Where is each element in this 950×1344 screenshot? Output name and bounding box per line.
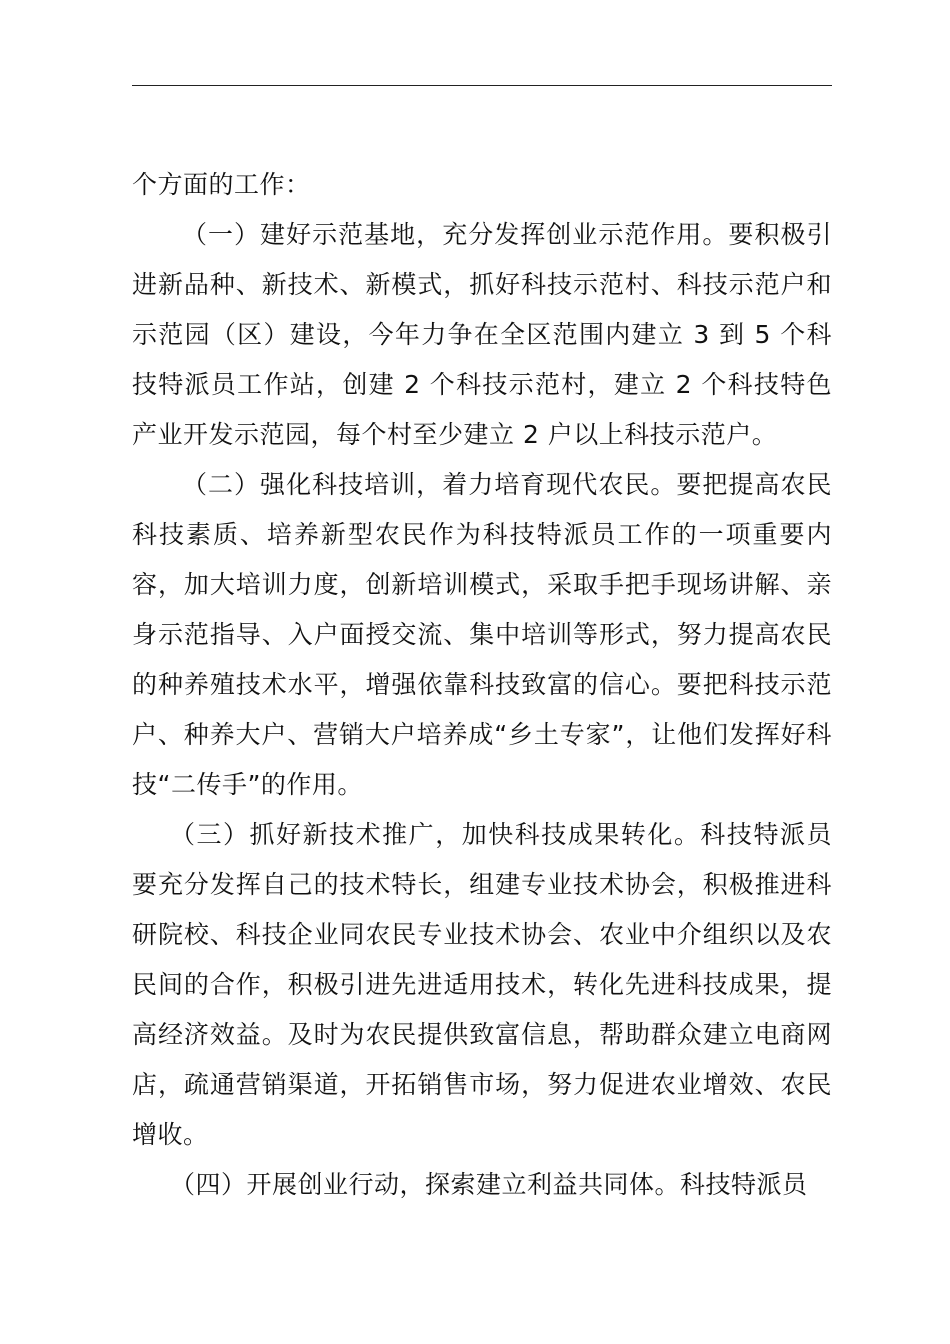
header-rule — [132, 85, 832, 86]
paragraph-1: （一）建好示范基地，充分发挥创业示范作用。要积极引进新品种、新技术、新模式，抓好科技示范村、科技示范户和示范园（区）建设，今年力争在全区范围内建立 3 到 5 个科技特派员工作站，创建 2 个科技示范村，建立 2 个科技特色产业开发示范园，每个村至少建立 2 户以上科技示范户。 — [132, 220, 832, 449]
document-body — [132, 160, 832, 1210]
paragraph-3: （三）抓好新技术推广，加快科技成果转化。科技特派员要充分发挥自己的技术特长，组建专业技术协会，积极推进科研院校、科技企业同农民专业技术协会、农业中介组织以及农民间的合作，积极引进先进适用技术，转化先进科技成果，提高经济效益。及时为农民提供致富信息，帮助群众建立电商网店，疏通营销渠道，开拓销售市场，努力促进农业增效、农民增收。 — [132, 820, 832, 1149]
paragraph-2: （二）强化科技培训，着力培育现代农民。要把提高农民科技素质、培养新型农民作为科技特派员工作的一项重要内容，加大培训力度，创新培训模式，采取手把手现场讲解、亲身示范指导、入户面授交流、集中培训等形式，努力提高农民的种养殖技术水平，增强依靠科技致富的信心。要把科技示范户、种养大户、营销大户培养成“乡土专家”，让他们发挥好科技“二传手”的作用。 — [132, 470, 832, 799]
intro-line: 个方面的工作： — [132, 170, 311, 199]
paragraph-4: （四）开展创业行动，探索建立利益共同体。科技特派员 — [170, 1170, 808, 1199]
